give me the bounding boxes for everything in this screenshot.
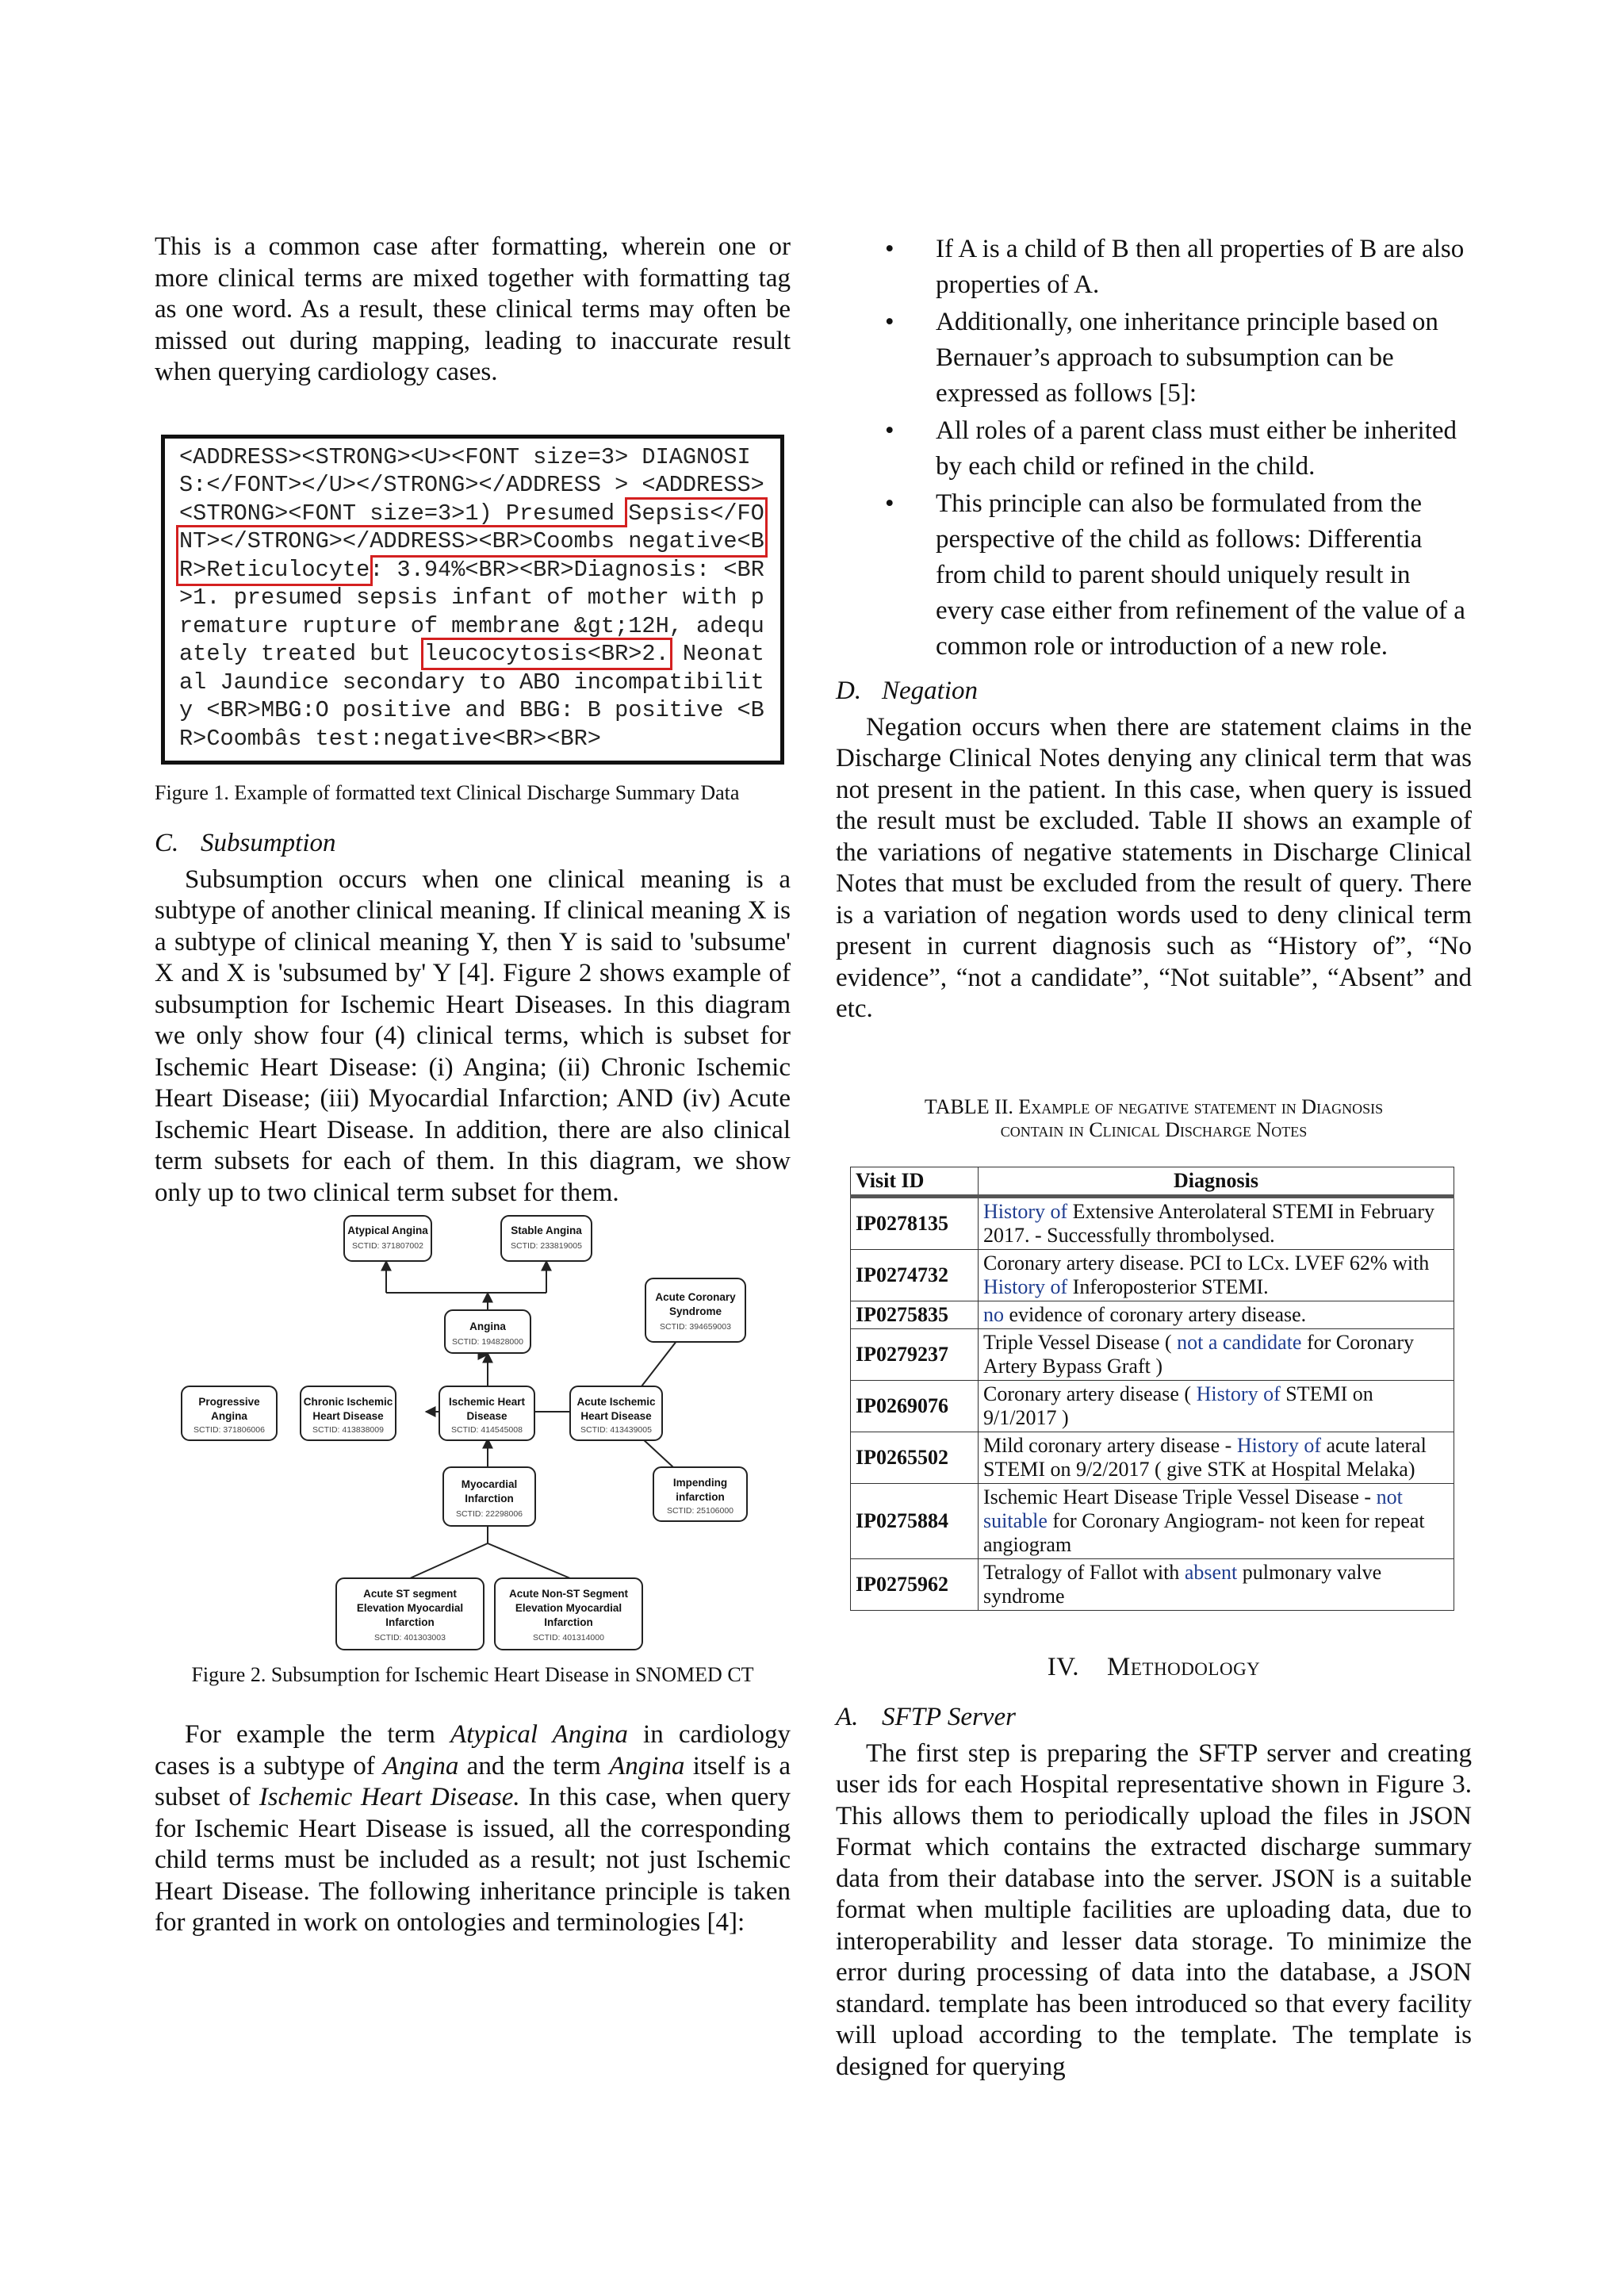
section-iv-number: IV. [1047, 1652, 1080, 1681]
node-stable-label: Stable Angina [511, 1225, 582, 1236]
table-row [851, 1483, 1454, 1558]
bullet-text: Additionally, one inheritance principle based on Bernauer’s approach to subsumption can be expressed as follows [5]: [936, 308, 1438, 408]
node-ihd-label1: Ischemic Heart [448, 1396, 526, 1408]
example-text-3: and the term [458, 1751, 610, 1780]
negation-phrase: History of [1196, 1382, 1281, 1405]
bullet-item [836, 413, 1472, 485]
diagnosis-post: for Coronary Artery Bypass Graft ) [983, 1330, 1414, 1378]
table-header-row [851, 1167, 1454, 1196]
diagnosis-cell [979, 1328, 1454, 1380]
section-a-number: A. [836, 1703, 859, 1731]
example-term-atypical-angina: Atypical Angina [450, 1720, 628, 1749]
highlighted-term-sepsis: Sepsis</FONT></STRONG></ADDRESS><BR>Coombs negative<BR>Reticulocyte [179, 500, 764, 583]
example-text-4: itself is a subset of [155, 1751, 791, 1811]
node-nstemi-label2: Elevation Myocardial [515, 1602, 622, 1614]
node-acs-label1: Acute Coronary [655, 1291, 736, 1303]
negation-phrase: History of [983, 1199, 1068, 1223]
diagnosis-pre: Ischemic Heart Disease Triple Vessel Disease - [983, 1485, 1377, 1508]
node-acs-label2: Syndrome [668, 1305, 722, 1317]
node-progressive-label2: Angina [211, 1410, 247, 1422]
diagnosis-post: Extensive Anterolateral STEMI in February 2017. - Successfully thrombolysed. [983, 1199, 1434, 1247]
diagnosis-pre: Triple Vessel Disease ( [983, 1330, 1178, 1354]
formatted-text-code-box [161, 435, 784, 765]
node-stable-sctid: SCTID: 233819005 [511, 1241, 582, 1251]
node-stemi-label2: Elevation Myocardial [356, 1602, 464, 1614]
example-term-angina-2: Angina [609, 1751, 685, 1780]
diagnosis-cell [979, 1483, 1454, 1558]
section-d-heading [836, 676, 1472, 707]
diagnosis-cell [979, 1249, 1454, 1301]
visit-id-cell: IP0278135 [851, 1196, 979, 1249]
table-title-line1: TABLE II. Example of negative statement in Diagnosis [924, 1094, 1384, 1118]
sftp-paragraph: The first step is preparing the SFTP server and creating user ids for each Hospital representative shown in Figure 3. This allows them to periodically upload the files in JSON Format which contains the extracted discharge summary data from their database into the server. JSON is a suitable format when multiple facilities are uploading data, due to interoperability and lesser data storage. To minimize the error during processing of data into the database, a JSON standard. template has been introduced so that every facility will upload according to the template. The template is designed for querying [836, 1738, 1472, 2081]
node-stemi-label3: Infarction [385, 1616, 435, 1628]
example-text-2: in cardiology cases is a subtype of [155, 1720, 791, 1780]
node-progressive-sctid: SCTID: 371806006 [193, 1425, 265, 1435]
bullet-item [836, 232, 1472, 303]
section-d-number: D. [836, 677, 862, 705]
example-term-angina-1: Angina [383, 1751, 459, 1780]
node-angina-label: Angina [469, 1320, 506, 1332]
node-stemi-label1: Acute ST segment [363, 1588, 457, 1600]
example-term-ihd: Ischemic Heart Disease. [259, 1783, 520, 1811]
bullet-text: If A is a child of B then all properties of B are also properties of A. [936, 235, 1465, 299]
node-impending-label1: Impending [672, 1477, 728, 1489]
diagnosis-pre: Tetralogy of Fallot with [983, 1560, 1185, 1584]
figure1-caption: Figure 1. Example of formatted text Clinical Discharge Summary Data [155, 781, 740, 804]
inheritance-bullet-list [836, 232, 1472, 665]
table-row [851, 1301, 1454, 1328]
table-row [851, 1328, 1454, 1380]
header-diagnosis: Diagnosis [979, 1167, 1454, 1196]
diagnosis-post: evidence of coronary artery disease. [1004, 1302, 1307, 1326]
bullet-item [836, 486, 1472, 665]
code-part-3: Neonatal Jaundice secondary to ABO incompatibility <BR>MBG:O positive and BBG: B positive <BR>Coombâs test:negative<BR><BR> [179, 641, 764, 752]
negation-phrase: History of [983, 1274, 1068, 1298]
section-iv-heading [836, 1652, 1472, 1684]
diagnosis-post: for Coronary Angiogram- not keen for repeat angiogram [983, 1508, 1425, 1556]
intro-paragraph: This is a common case after formatting, wherein one or more clinical terms are mixed together with formatting tag as one word. As a result, these clinical terms may often be missed out during mapping, leading to inaccurate result when querying cardiology cases. [155, 232, 791, 386]
figure2-caption: Figure 2. Subsumption for Ischemic Heart Disease in SNOMED CT [191, 1663, 754, 1686]
code-part-1: <ADDRESS><STRONG><U><FONT size=3> DIAGNOSIS:</FONT></U></STRONG></ADDRESS > <ADDRESS><STRONG><FONT size=3>1) Presumed [179, 443, 764, 527]
subsumption-paragraph: Subsumption occurs when one clinical meaning is a subtype of another clinical meaning. If clinical meaning X is a subtype of clinical meaning Y, then Y is said to 'subsume' X and X is 'subsumed by' Y [4]. Figure 2 shows example of subsumption for Ischemic Heart Diseases. In this diagram we only show four (4) clinical terms, which is subset for Ischemic Heart Disease: (i) Angina; (ii) Chronic Ischemic Heart Disease; (iii) Myocardial Infarction; AND (iv) Acute Ischemic Heart Disease. In addition, there are also clinical term subsets for each of them. In this diagram, we show only up to two clinical term subset for them. [155, 864, 791, 1207]
node-stemi-sctid: SCTID: 401303003 [374, 1633, 446, 1642]
negative-statement-table [850, 1167, 1454, 1611]
section-iv-title: Methodology [1107, 1652, 1261, 1681]
visit-id-cell: IP0275835 [851, 1301, 979, 1328]
node-chronic-label1: Chronic Ischemic [303, 1396, 393, 1408]
bullet-item [836, 305, 1472, 412]
diagnosis-cell [979, 1380, 1454, 1432]
diagnosis-post: STEMI on 9/1/2017 ) [983, 1382, 1373, 1429]
node-chronic-label2: Heart Disease [312, 1410, 384, 1422]
node-nstemi-label1: Acute Non-ST Segment [508, 1588, 629, 1600]
table-row [851, 1249, 1454, 1301]
diagnosis-cell [979, 1301, 1454, 1328]
negation-paragraph: Negation occurs when there are statement claims in the Discharge Clinical Notes denying any clinical term that was not present in the patient. In this case, when query is issued the result must be excluded. Table II shows an example of the variations of negative statements in Discharge Clinical Notes that must be excluded from the result of query. There is a variation of negation words used to deny clinical term present in current diagnosis such as “History of”, “No evidence”, “not a candidate”, “Not suitable”, “Absent” and etc. [836, 712, 1472, 1023]
diagnosis-cell [979, 1196, 1454, 1249]
node-mi-label2: Infarction [465, 1493, 514, 1504]
diagnosis-cell [979, 1432, 1454, 1483]
bullet-text: This principle can also be formulated from the perspective of the child as follows: Differentia from child to parent should uniquely result in every case either from refinement of the value of a common role or introduction of a new role. [936, 489, 1465, 661]
subsumption-diagram [150, 1212, 786, 1651]
node-atypical-sctid: SCTID: 371807002 [352, 1241, 423, 1251]
visit-id-cell: IP0269076 [851, 1380, 979, 1432]
node-impending-sctid: SCTID: 25106000 [666, 1506, 734, 1516]
visit-id-cell: IP0274732 [851, 1249, 979, 1301]
table-row [851, 1558, 1454, 1610]
section-c-heading [155, 828, 791, 860]
node-nstemi-label3: Infarction [544, 1616, 593, 1628]
node-impending-label2: infarction [676, 1491, 725, 1503]
node-chronic-sctid: SCTID: 413838009 [312, 1425, 384, 1435]
table-row [851, 1380, 1454, 1432]
node-nstemi-sctid: SCTID: 401314000 [533, 1633, 604, 1642]
visit-id-cell: IP0275884 [851, 1483, 979, 1558]
section-a-title: SFTP Server [882, 1703, 1016, 1731]
node-angina-sctid: SCTID: 194828000 [452, 1337, 523, 1347]
bullet-icon: • [885, 308, 894, 336]
section-c-title: Subsumption [201, 829, 336, 857]
node-aihd-label1: Acute Ischemic [576, 1396, 656, 1408]
section-c-number: C. [155, 829, 179, 857]
section-d-title: Negation [882, 677, 978, 705]
node-aihd-label2: Heart Disease [580, 1410, 652, 1422]
visit-id-cell: IP0275962 [851, 1558, 979, 1610]
diagnosis-cell [979, 1558, 1454, 1610]
node-aihd-sctid: SCTID: 413439005 [580, 1425, 652, 1435]
table-title-line2: contain in Clinical Discharge Notes [1000, 1117, 1308, 1141]
diagnosis-post: Inferoposterior STEMI. [1067, 1274, 1269, 1298]
table-title [836, 1095, 1472, 1141]
bullet-icon: • [885, 416, 894, 445]
visit-id-cell: IP0265502 [851, 1432, 979, 1483]
example-text-5: In this case, when query for Ischemic Heart Disease is issued, all the corresponding child terms must be included as a result; not just Ischemic Heart Disease. The following inheritance principle is taken for granted in work on ontologies and terminologies [4]: [155, 1783, 791, 1937]
bullet-icon: • [885, 489, 894, 518]
table-row [851, 1196, 1454, 1249]
diagnosis-post: pulmonary valve syndrome [983, 1560, 1382, 1608]
negation-phrase: History of [1236, 1433, 1321, 1457]
highlighted-term-leucocytosis: leucocytosis<BR>2. [423, 641, 669, 667]
diagnosis-pre: Mild coronary artery disease - [983, 1433, 1237, 1457]
example-text-1: For example the term [185, 1720, 451, 1749]
negation-phrase: not suitable [983, 1485, 1403, 1532]
node-ihd-sctid: SCTID: 414545008 [451, 1425, 523, 1435]
node-mi-sctid: SCTID: 22298006 [455, 1509, 523, 1519]
example-paragraph [155, 1719, 791, 1939]
left-column [155, 232, 791, 1939]
node-ihd-label2: Disease [466, 1410, 508, 1422]
table-row [851, 1432, 1454, 1483]
header-visit-id: Visit ID [851, 1167, 979, 1196]
negation-phrase: no [983, 1302, 1004, 1326]
node-mi-label1: Myocardial [461, 1478, 518, 1490]
visit-id-cell: IP0279237 [851, 1328, 979, 1380]
diagnosis-pre: Coronary artery disease. PCI to LCx. LVEF 62% with [983, 1251, 1430, 1274]
bullet-text: All roles of a parent class must either be inherited by each child or refined in the child. [936, 416, 1457, 481]
diagnosis-post: acute lateral STEMI on 9/2/2017 ( give STK at Hospital Melaka) [983, 1433, 1427, 1481]
bullet-icon: • [885, 235, 894, 263]
right-column [836, 232, 1472, 2083]
node-progressive-label1: Progressive [198, 1396, 260, 1408]
negation-phrase: absent [1184, 1560, 1238, 1584]
node-acs-sctid: SCTID: 394659003 [660, 1322, 731, 1332]
code-part-2: : 3.94%<BR><BR>Diagnosis: <BR>1. presumed sepsis infant of mother with premature rupture of membrane &gt;12H, adequately treated but [179, 556, 764, 667]
node-atypical-label: Atypical Angina [347, 1225, 428, 1236]
negation-phrase: not a candidate [1177, 1330, 1302, 1354]
diagnosis-pre: Coronary artery disease ( [983, 1382, 1197, 1405]
section-a-heading [836, 1702, 1472, 1734]
